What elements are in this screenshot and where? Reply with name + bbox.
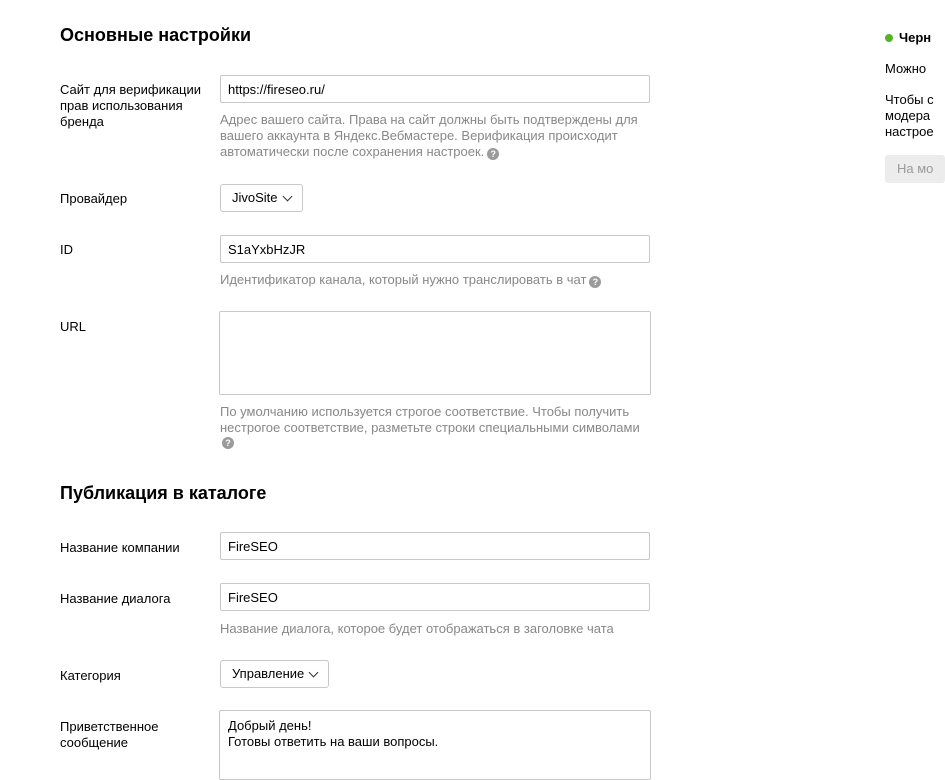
provider-select-value: JivoSite xyxy=(232,190,278,205)
sidebar-para-line: Чтобы с xyxy=(885,92,934,107)
company-label: Название компании xyxy=(60,540,180,555)
question-mark-icon[interactable]: ? xyxy=(589,276,601,288)
section-title-catalog: Публикация в каталоге xyxy=(60,483,267,503)
company-input[interactable] xyxy=(220,532,650,560)
question-mark-icon[interactable]: ? xyxy=(487,148,499,160)
send-to-moderation-button[interactable]: На мо xyxy=(885,155,945,183)
section-title-basic: Основные настройки xyxy=(60,25,252,45)
status-dot-icon xyxy=(885,34,893,42)
category-select[interactable] xyxy=(220,660,329,688)
site-hint-text: Адрес вашего сайта. Права на сайт должны быть подтверждены для вашего аккаунта в Яндекс.Вебмастере. Верификация происходит автоматически после сохранения настроек. xyxy=(220,112,638,159)
site-input[interactable] xyxy=(220,75,650,103)
url-hint xyxy=(220,404,645,436)
id-hint-text: Идентификатор канала, который нужно транслировать в чат xyxy=(220,272,587,287)
greeting-label: Приветственное сообщение xyxy=(60,719,159,750)
id-input[interactable] xyxy=(220,235,650,263)
provider-select[interactable] xyxy=(220,184,303,212)
chevron-down-icon xyxy=(282,191,292,201)
sidebar-para-line: модера xyxy=(885,108,931,123)
dialog-input[interactable] xyxy=(220,583,650,611)
site-label: Сайт для верификации прав использования бренда xyxy=(60,82,202,129)
category-select-value: Управление xyxy=(232,666,305,681)
provider-label: Провайдер xyxy=(60,191,128,206)
site-hint xyxy=(220,112,645,160)
url-label: URL xyxy=(60,319,87,334)
dialog-hint: Название диалога, которое будет отображаться в заголовке чата xyxy=(220,621,614,636)
id-hint xyxy=(220,272,645,288)
id-label: ID xyxy=(60,242,73,257)
dialog-label: Название диалога xyxy=(60,591,171,606)
question-mark-icon[interactable]: ? xyxy=(222,437,234,449)
chevron-down-icon xyxy=(309,667,319,677)
moderation-status-text: Черн xyxy=(899,30,932,45)
url-hint-text: По умолчанию используется строгое соответствие. Чтобы получить нестрогое соответствие, разметьте строки специальными символами xyxy=(220,404,640,435)
category-label: Категория xyxy=(60,668,121,683)
sidebar-line: Можно xyxy=(885,61,927,76)
sidebar-para-line: настрое xyxy=(885,124,934,139)
greeting-textarea[interactable] xyxy=(219,710,651,780)
url-textarea[interactable] xyxy=(219,311,651,395)
moderation-status xyxy=(885,30,931,46)
